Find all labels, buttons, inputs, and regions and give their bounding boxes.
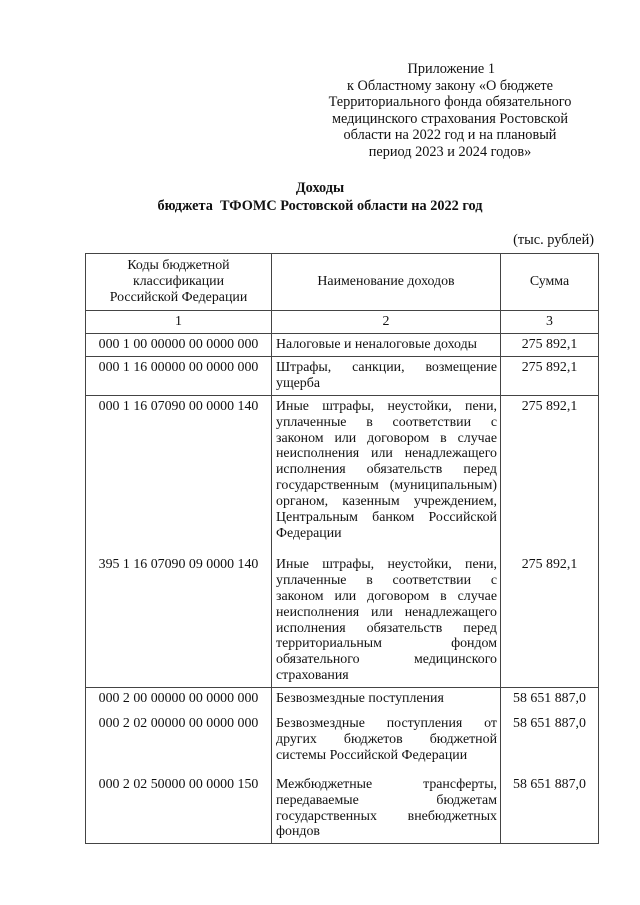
table-row [86,688,599,710]
table-row [86,710,599,767]
row-amount: 58 651 887,0 [501,688,599,710]
header-name: Наименование доходов [272,254,501,311]
revenue-table [85,253,599,844]
appendix-line: к Областному закону «О бюджете [346,77,554,94]
header-codes: Коды бюджетной классификации Российской Федерации [86,254,272,311]
row-code: 000 1 16 00000 00 0000 000 [86,356,272,395]
row-amount: 58 651 887,0 [501,767,599,844]
row-name: Иные штрафы, неустойки, пени, уплаченные в соответствии с законом или договором в случае неисполнения или ненадлежащего исполнения обязательств перед территориальным фондом обязательного медицинского страхования [272,545,501,688]
row-amount: 275 892,1 [501,545,599,688]
row-code: 000 2 02 00000 00 0000 000 [86,710,272,767]
appendix-number: Приложение 1 [407,61,495,77]
title-line-1: Доходы [295,180,345,196]
row-amount: 58 651 887,0 [501,710,599,767]
row-code: 395 1 16 07090 09 0000 140 [86,545,272,688]
column-number-row [86,311,599,334]
row-code: 000 1 16 07090 00 0000 140 [86,395,272,545]
appendix-line: период 2023 и 2024 годов» [368,143,532,160]
units-label: (тыс. рублей) [513,232,594,248]
column-number: 2 [272,311,501,334]
row-name: Безвозмездные поступления [272,688,501,710]
row-amount: 275 892,1 [501,356,599,395]
title-line-2: бюджета ТФОМС Ростовской области на 2022 год [157,197,483,214]
row-amount: 275 892,1 [501,395,599,545]
document-title [0,180,640,215]
column-number: 3 [501,311,599,334]
row-name: Штрафы, санкции, возмещение ущерба [272,356,501,395]
column-number: 1 [86,311,272,334]
row-code: 000 1 00 00000 00 0000 000 [86,334,272,357]
row-name: Налоговые и неналоговые доходы [272,334,501,357]
table-row [86,767,599,844]
header-amount: Сумма [501,254,599,311]
appendix-line: области на 2022 год и на плановый [343,127,557,144]
appendix-line: Территориального фонда обязательного [328,94,572,111]
table-row [86,334,599,357]
row-amount: 275 892,1 [501,334,599,357]
appendix-block [300,61,600,161]
table-row [86,356,599,395]
row-code: 000 2 00 00000 00 0000 000 [86,688,272,710]
row-name: Безвозмездные поступления от других бюджетов бюджетной системы Российской Федерации [272,710,501,767]
row-name: Межбюджетные трансферты, передаваемые бюджетам государственных внебюджетных фондов [272,767,501,844]
table-header-row [86,254,599,311]
appendix-line: медицинского страхования Ростовской [331,110,569,127]
table-row [86,395,599,545]
row-name: Иные штрафы, неустойки, пени, уплаченные в соответствии с законом или договором в случае неисполнения или ненадлежащего исполнения обязательств перед государственным (муниципальным) органом, казенным учреждением, Центральным банком Российской Федерации [272,395,501,545]
table-row [86,545,599,688]
row-code: 000 2 02 50000 00 0000 150 [86,767,272,844]
